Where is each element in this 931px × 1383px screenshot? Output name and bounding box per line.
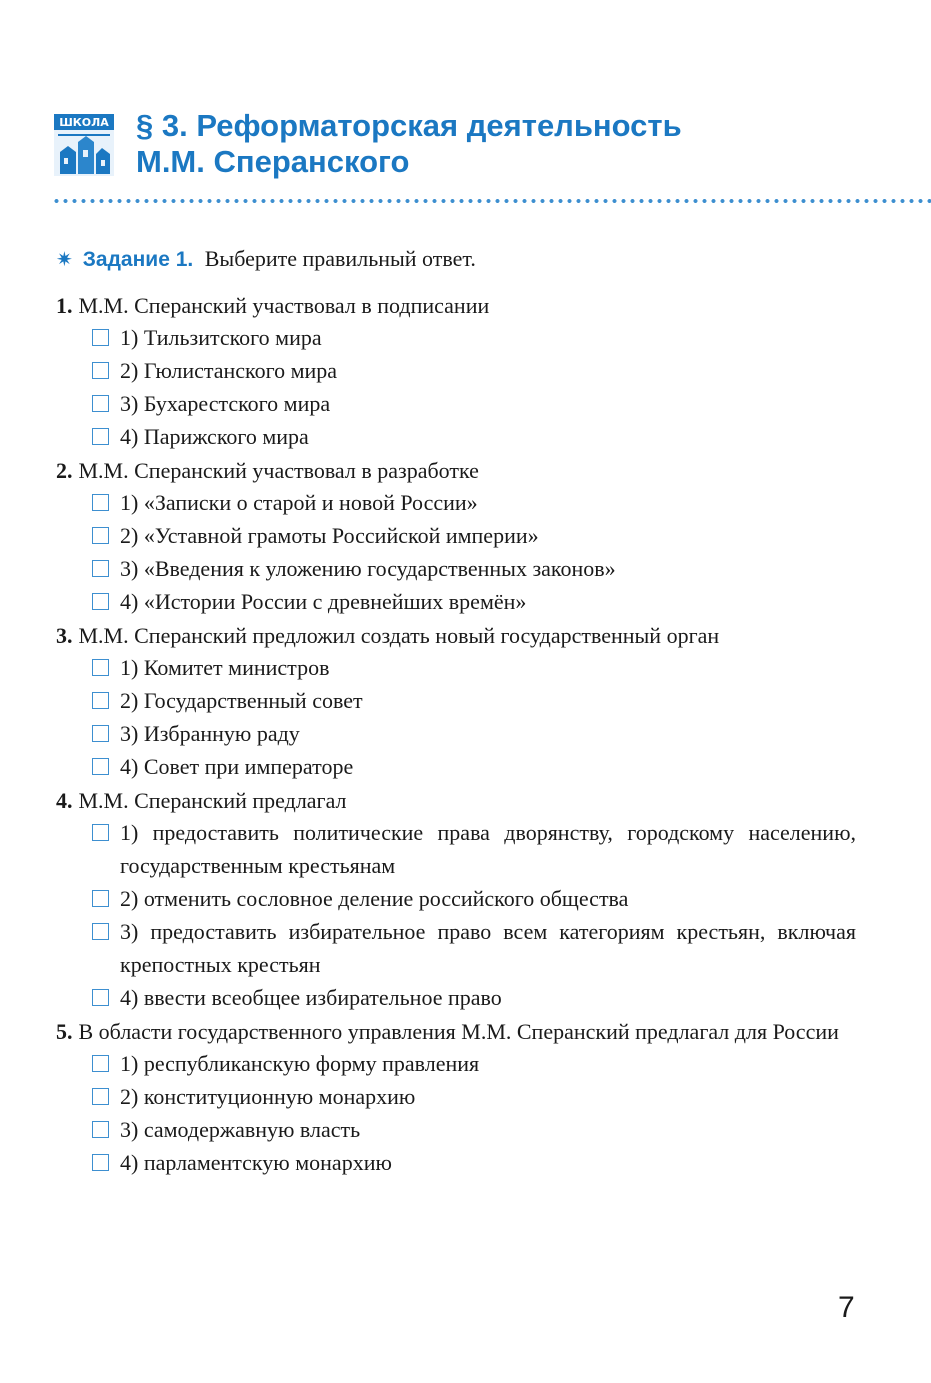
option-4-3[interactable]	[56, 915, 856, 981]
checkbox[interactable]	[92, 395, 109, 412]
checkbox[interactable]	[92, 428, 109, 445]
question-number: 1.	[56, 293, 73, 318]
option-text: 4) ввести всеобщее избирательное право	[120, 985, 502, 1010]
question-number: 3.	[56, 623, 73, 648]
question-3	[56, 620, 856, 783]
question-text: М.М. Сперанский предлагал	[78, 788, 347, 813]
option-1-1[interactable]	[56, 321, 856, 354]
option-text: 3) Избранную раду	[120, 721, 300, 746]
chapter-title-line-2: М.М. Сперанского	[136, 144, 410, 179]
task-instruction: Выберите правильный ответ.	[204, 246, 476, 271]
chapter-title-line-1: § 3. Реформаторская деятельность	[136, 108, 682, 143]
option-text: 2) Гюлистанского мира	[120, 358, 338, 383]
option-text: 2) отменить сословное деление российского общества	[120, 886, 629, 911]
checkbox[interactable]	[92, 824, 109, 841]
option-3-4[interactable]	[56, 750, 856, 783]
option-text: 3) предоставить избирательное право всем категориям крестьян, включая крепостных крестьян	[120, 919, 856, 977]
checkbox[interactable]	[92, 1088, 109, 1105]
option-5-1[interactable]	[56, 1047, 856, 1080]
option-text: 4) Парижского мира	[120, 424, 309, 449]
option-text: 1) Комитет министров	[120, 655, 330, 680]
option-text: 4) «Истории России с древнейших времён»	[120, 589, 527, 614]
option-5-4[interactable]	[56, 1146, 856, 1179]
question-text: М.М. Сперанский участвовал в разработке	[78, 458, 479, 483]
option-4-2[interactable]	[56, 882, 856, 915]
question-text: В области государственного управления М.М. Сперанский предлагал для России	[78, 1019, 839, 1044]
option-2-3[interactable]	[56, 552, 856, 585]
dotted-divider	[52, 198, 931, 204]
question-text: М.М. Сперанский участвовал в подписании	[78, 293, 490, 318]
logo-text: ШКОЛА	[59, 116, 109, 129]
option-3-1[interactable]	[56, 651, 856, 684]
checkbox[interactable]	[92, 758, 109, 775]
option-2-4[interactable]	[56, 585, 856, 618]
checkbox[interactable]	[92, 1154, 109, 1171]
question-text: М.М. Сперанский предложил создать новый государственный орган	[78, 623, 720, 648]
question-number: 5.	[56, 1019, 73, 1044]
option-text: 4) Совет при императоре	[120, 754, 354, 779]
option-text: 2) конституционную монархию	[120, 1084, 416, 1109]
question-number: 2.	[56, 458, 73, 483]
chapter-header	[52, 104, 912, 184]
option-text: 2) Государственный совет	[120, 688, 363, 713]
option-text: 3) самодержавную власть	[120, 1117, 361, 1142]
option-4-4[interactable]	[56, 981, 856, 1014]
checkbox[interactable]	[92, 527, 109, 544]
option-5-3[interactable]	[56, 1113, 856, 1146]
option-text: 1) республиканскую форму правления	[120, 1051, 480, 1076]
option-1-3[interactable]	[56, 387, 856, 420]
option-2-1[interactable]	[56, 486, 856, 519]
question-number: 4.	[56, 788, 73, 813]
option-text: 4) парламентскую монархию	[120, 1150, 392, 1175]
checkbox[interactable]	[92, 1121, 109, 1138]
option-1-4[interactable]	[56, 420, 856, 453]
checkbox[interactable]	[92, 890, 109, 907]
task-label: Задание 1.	[82, 248, 194, 271]
option-4-1[interactable]	[56, 816, 856, 882]
option-5-2[interactable]	[56, 1080, 856, 1113]
checkbox[interactable]	[92, 593, 109, 610]
option-text: 1) «Записки о старой и новой России»	[120, 490, 478, 515]
option-text: 3) «Введения к уложению государственных законов»	[120, 556, 616, 581]
checkbox[interactable]	[92, 725, 109, 742]
checkbox[interactable]	[92, 329, 109, 346]
option-3-3[interactable]	[56, 717, 856, 750]
checkbox[interactable]	[92, 692, 109, 709]
asterisk-icon: ✷	[56, 247, 73, 271]
page-number: 7	[838, 1291, 855, 1324]
question-2	[56, 455, 856, 618]
checkbox[interactable]	[92, 560, 109, 577]
checkbox[interactable]	[92, 923, 109, 940]
option-3-2[interactable]	[56, 684, 856, 717]
checkbox[interactable]	[92, 1055, 109, 1072]
question-1	[56, 290, 856, 453]
question-4	[56, 785, 856, 1014]
checkbox[interactable]	[92, 362, 109, 379]
checkbox[interactable]	[92, 659, 109, 676]
option-text: 1) предоставить политические права дворянству, городскому населению, государственным крестьянам	[120, 820, 856, 878]
school-logo	[52, 112, 116, 178]
checkbox[interactable]	[92, 494, 109, 511]
chapter-title	[136, 108, 682, 180]
option-text: 3) Бухарестского мира	[120, 391, 331, 416]
option-text: 1) Тильзитского мира	[120, 325, 322, 350]
question-list	[56, 290, 856, 1181]
checkbox[interactable]	[92, 989, 109, 1006]
option-2-2[interactable]	[56, 519, 856, 552]
question-5	[56, 1016, 856, 1179]
option-text: 2) «Уставной грамоты Российской империи»	[120, 523, 539, 548]
option-1-2[interactable]	[56, 354, 856, 387]
task-heading	[56, 244, 476, 275]
